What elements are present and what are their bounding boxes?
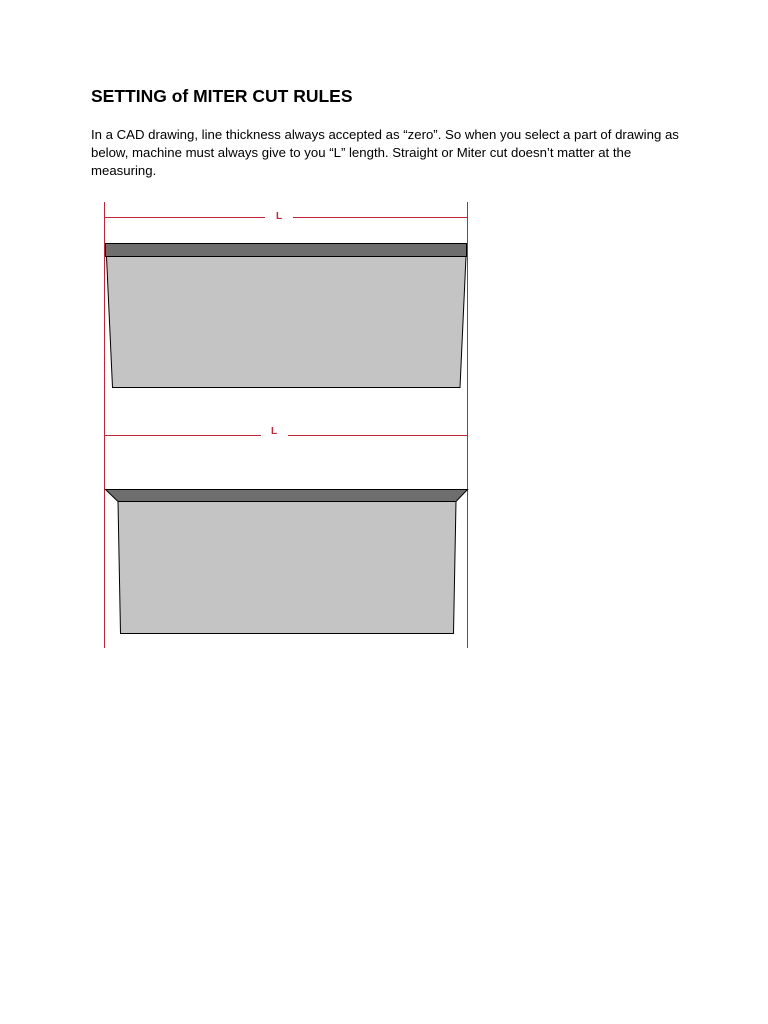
miter-cut-body — [118, 502, 456, 634]
intro-paragraph: In a CAD drawing, line thickness always accepted as “zero”. So when you select a part of drawing as below, machine must always give to you “L” length. Straight or Miter cut doesn’t matter at the measuring. — [91, 127, 679, 178]
straight-cut-body — [107, 257, 467, 388]
middle-dimension-label: L — [270, 426, 278, 437]
miter-cut-bar — [106, 490, 468, 502]
page-title: SETTING of MITER CUT RULES — [91, 86, 353, 106]
straight-cut-bar — [106, 244, 467, 257]
top-dimension-label: L — [275, 211, 283, 222]
